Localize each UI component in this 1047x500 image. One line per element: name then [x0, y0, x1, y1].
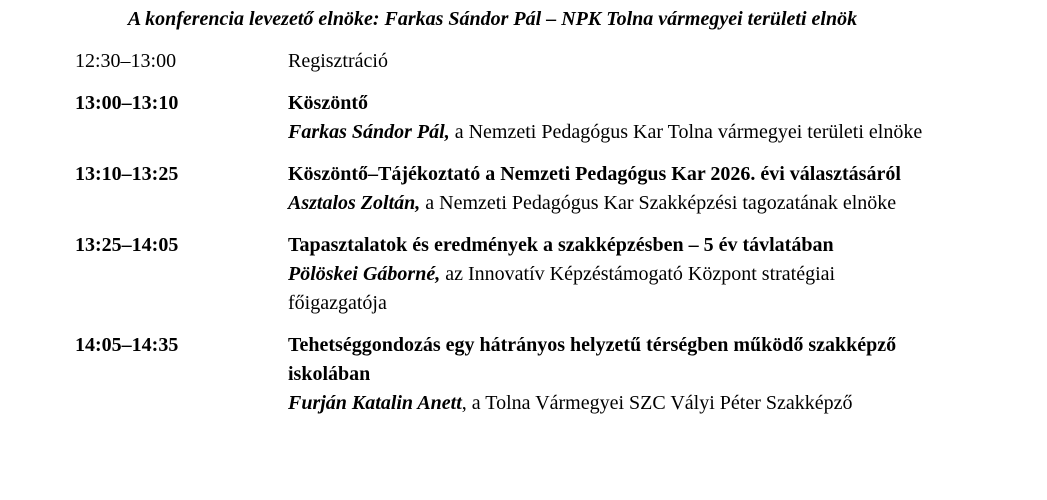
program-title: Köszöntő–Tájékoztató a Nemzeti Pedagógus Kar 2026. évi választásáról [288, 163, 901, 185]
program-title: Tehetséggondozás egy hátrányos helyzetű térségben működő szakképző iskolában [288, 334, 897, 385]
speaker-name: Furján Katalin Anett [288, 392, 462, 414]
speaker-name: Asztalos Zoltán, [288, 192, 421, 214]
program-time: 13:10–13:25 [75, 163, 179, 185]
program-details [288, 47, 928, 76]
program-details [288, 160, 928, 218]
program-row-talent-care [75, 331, 935, 418]
program-details [288, 231, 928, 318]
conference-chair-line: A konferencia levezető elnöke: Farkas Sándor Pál – NPK Tolna vármegyei területi elnök [127, 8, 858, 30]
speaker-role: , a Tolna Vármegyei SZC Vályi Péter Szakképző [461, 392, 853, 414]
program-speaker-line [288, 118, 928, 147]
speaker-role: a Nemzeti Pedagógus Kar Tolna vármegyei területi elnöke [449, 121, 923, 143]
program-time: 14:05–14:35 [75, 334, 179, 356]
program-speaker-line [288, 260, 928, 318]
program-speaker-line [288, 389, 928, 418]
speaker-name: Pölöskei Gáborné, [288, 263, 441, 285]
program-row-registration [75, 47, 935, 76]
program-details [288, 89, 928, 147]
program-row-welcome [75, 89, 935, 147]
program-details [288, 331, 928, 418]
program-title: Regisztráció [288, 50, 388, 72]
program-time: 12:30–13:00 [75, 50, 177, 72]
program-row-experiences [75, 231, 935, 318]
program-row-election-info [75, 160, 935, 218]
program-speaker-line [288, 189, 928, 218]
program-title: Tapasztalatok és eredmények a szakképzésben – 5 év távlatában [288, 234, 834, 256]
program-time: 13:25–14:05 [75, 234, 179, 256]
speaker-role: az Innovatív Képzéstámogató Központ stratégiai főigazgatója [288, 263, 836, 314]
program-title: Köszöntő [288, 92, 368, 114]
speaker-name: Farkas Sándor Pál, [288, 121, 450, 143]
speaker-role: a Nemzeti Pedagógus Kar Szakképzési tagozatának elnöke [420, 192, 897, 214]
program-time: 13:00–13:10 [75, 92, 179, 114]
program-schedule [75, 47, 935, 418]
